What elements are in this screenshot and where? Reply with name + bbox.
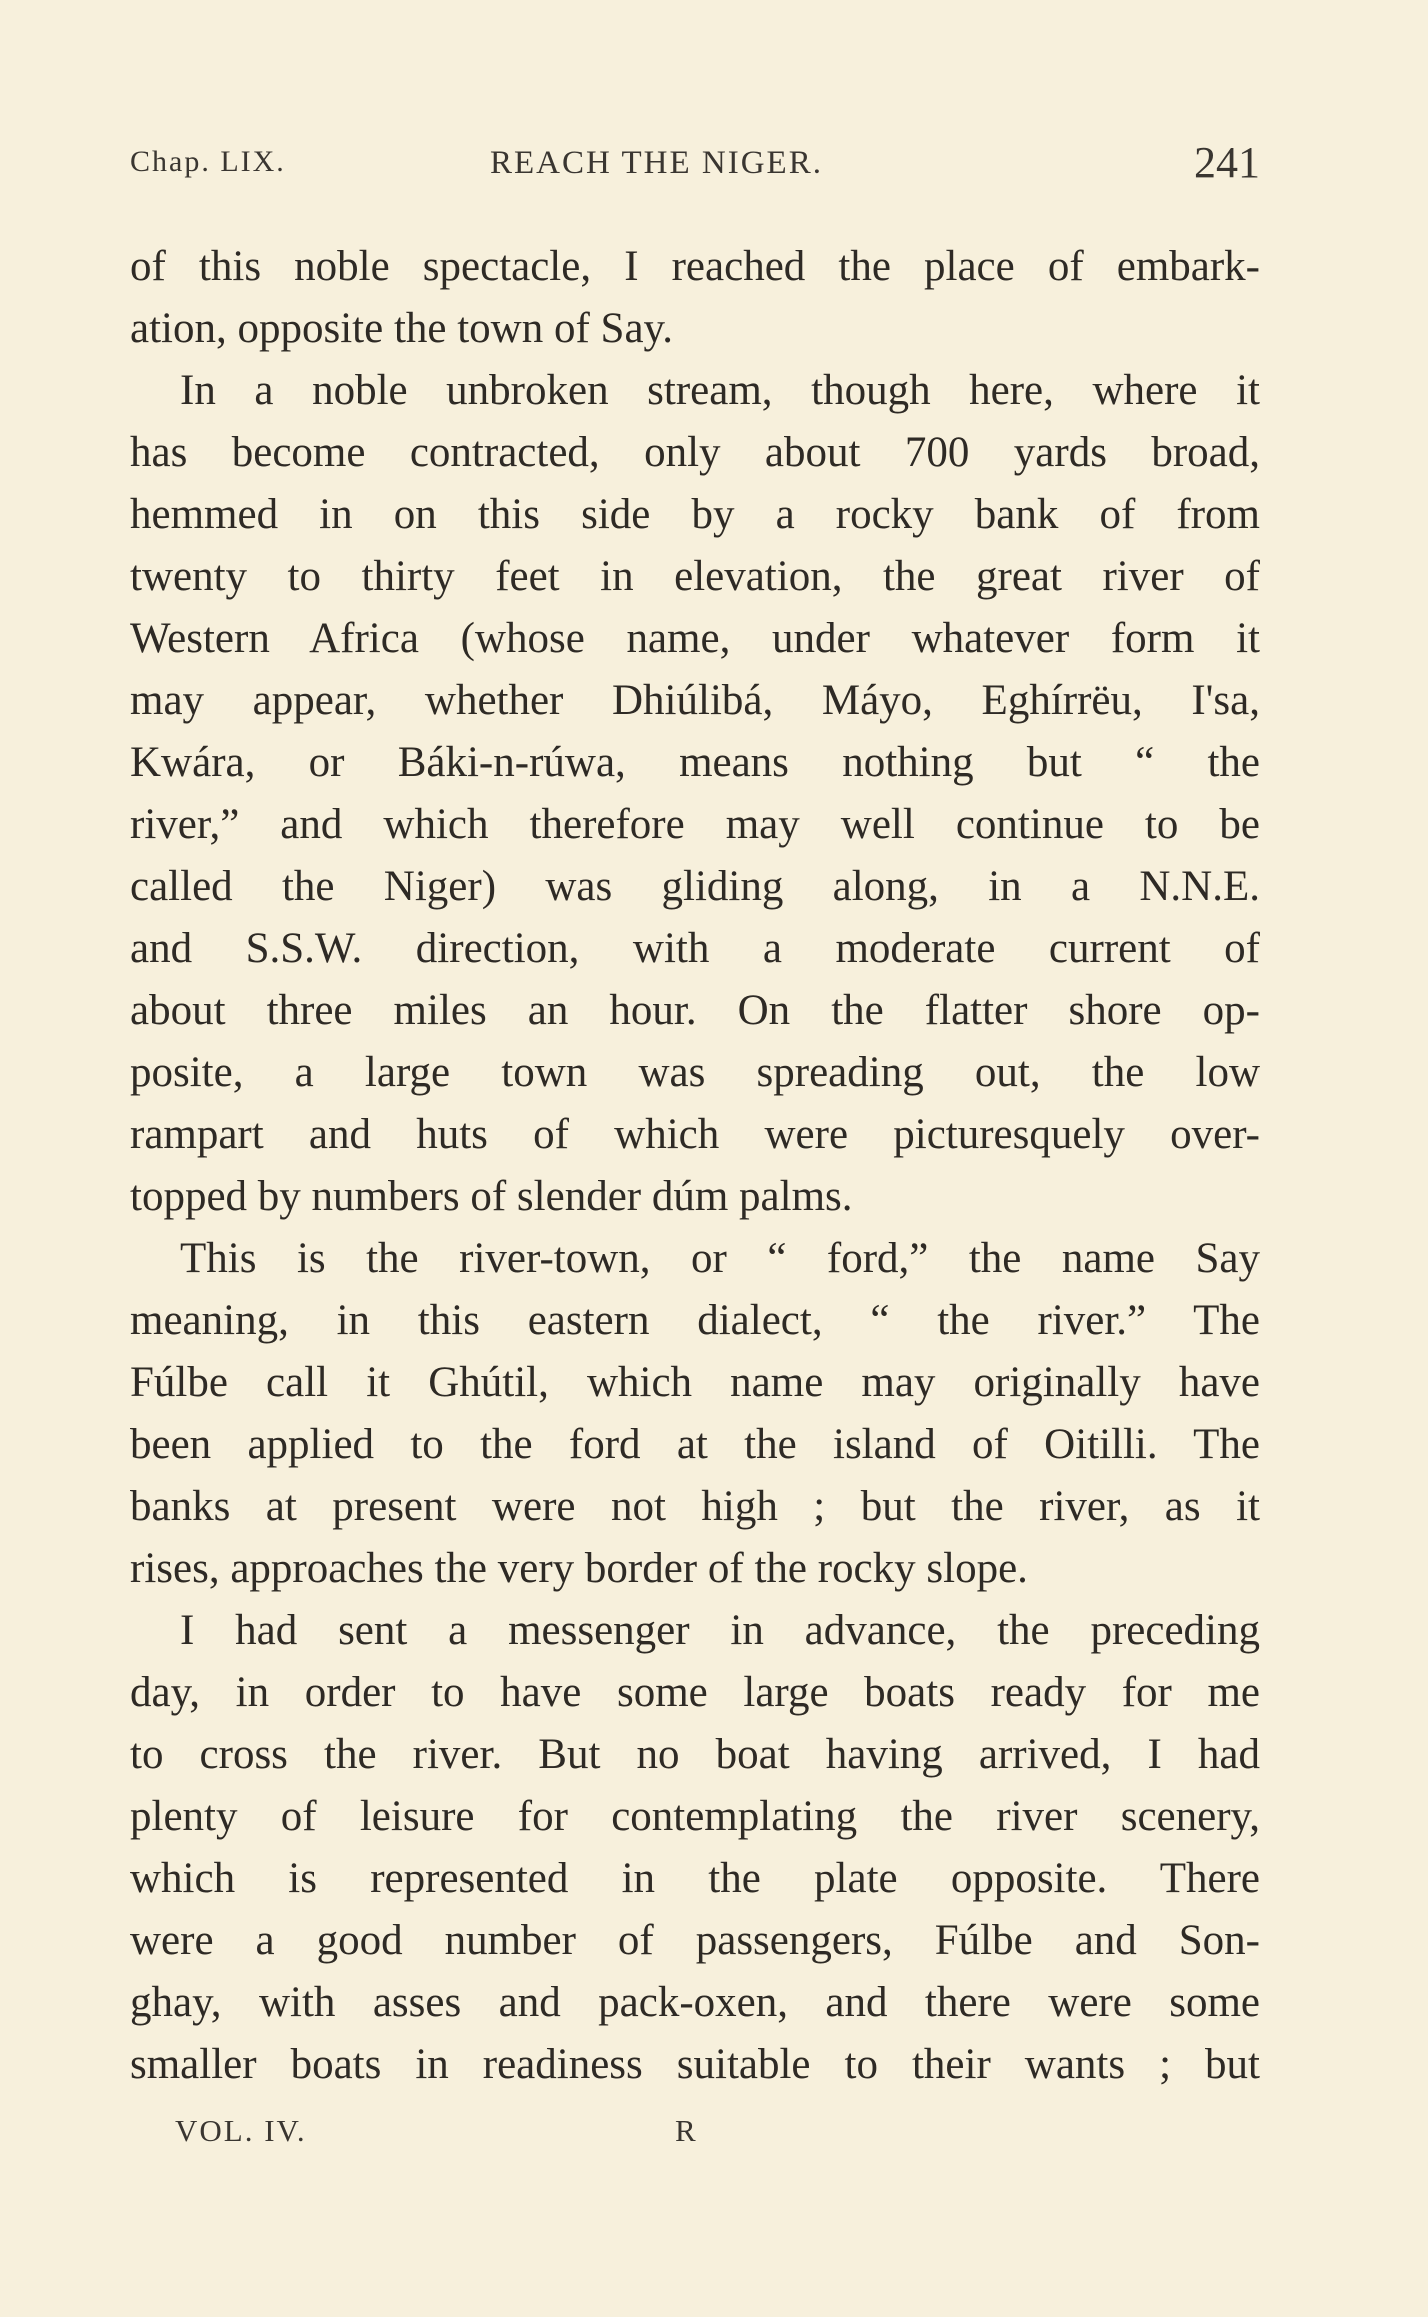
text-line: smaller boats in readiness suitable to their wants ; but — [130, 2041, 1260, 2088]
text-line: twenty to thirty feet in elevation, the great river of — [130, 553, 1260, 600]
text-line: banks at present were not high ; but the river, as it — [130, 1483, 1260, 1530]
text-line: topped by numbers of slender dúm palms. — [130, 1173, 853, 1220]
text-line: of this noble spectacle, I reached the place of embark- — [130, 243, 1260, 290]
text-line: posite, a large town was spreading out, the low — [130, 1049, 1260, 1096]
volume-label: VOL. IV. — [175, 2113, 307, 2148]
text-line: river,” and which therefore may well continue to be — [130, 801, 1260, 848]
text-line: ation, opposite the town of Say. — [130, 305, 674, 352]
running-header — [130, 135, 1260, 195]
text-line: rises, approaches the very border of the rocky slope. — [130, 1545, 1028, 1592]
text-line: I had sent a messenger in advance, the preceding — [180, 1607, 1260, 1654]
text-line: called the Niger) was gliding along, in a N.N.E. — [130, 863, 1260, 910]
text-line: ghay, with asses and pack-oxen, and there were some — [130, 1979, 1260, 2026]
text-line: to cross the river. But no boat having arrived, I had — [130, 1731, 1260, 1778]
text-line: Fúlbe call it Ghútil, which name may originally have — [130, 1359, 1260, 1406]
text-line: hemmed in on this side by a rocky bank of from — [130, 491, 1260, 538]
text-line: Kwára, or Báki-n-rúwa, means nothing but “ the — [130, 739, 1260, 786]
running-title: REACH THE NIGER. — [490, 145, 823, 181]
text-line: This is the river-town, or “ ford,” the name Say — [180, 1235, 1260, 1282]
text-line: about three miles an hour. On the flatter shore op- — [130, 987, 1260, 1034]
text-line: Western Africa (whose name, under whatever form it — [130, 615, 1260, 662]
chapter-label: Chap. LIX. — [130, 145, 286, 178]
text-line: rampart and huts of which were picturesquely over- — [130, 1111, 1260, 1158]
text-line: been applied to the ford at the island of Oitilli. The — [130, 1421, 1260, 1468]
page-footer — [130, 2113, 1260, 2163]
signature-mark: R — [675, 2113, 696, 2148]
text-line: day, in order to have some large boats ready for me — [130, 1669, 1260, 1716]
text-line: plenty of leisure for contemplating the river scenery, — [130, 1793, 1260, 1840]
text-line: and S.S.W. direction, with a moderate current of — [130, 925, 1260, 972]
text-line: which is represented in the plate opposite. There — [130, 1855, 1260, 1902]
text-line: meaning, in this eastern dialect, “ the river.” The — [130, 1297, 1260, 1344]
page-number: 241 — [1194, 138, 1260, 187]
text-line: may appear, whether Dhiúlibá, Máyo, Eghírrëu, I'sa, — [130, 677, 1260, 724]
body-text — [130, 236, 1260, 2096]
text-line: In a noble unbroken stream, though here, where it — [180, 367, 1260, 414]
text-line: has become contracted, only about 700 yards broad, — [130, 429, 1260, 476]
text-line: were a good number of passengers, Fúlbe and Son- — [130, 1917, 1260, 1964]
